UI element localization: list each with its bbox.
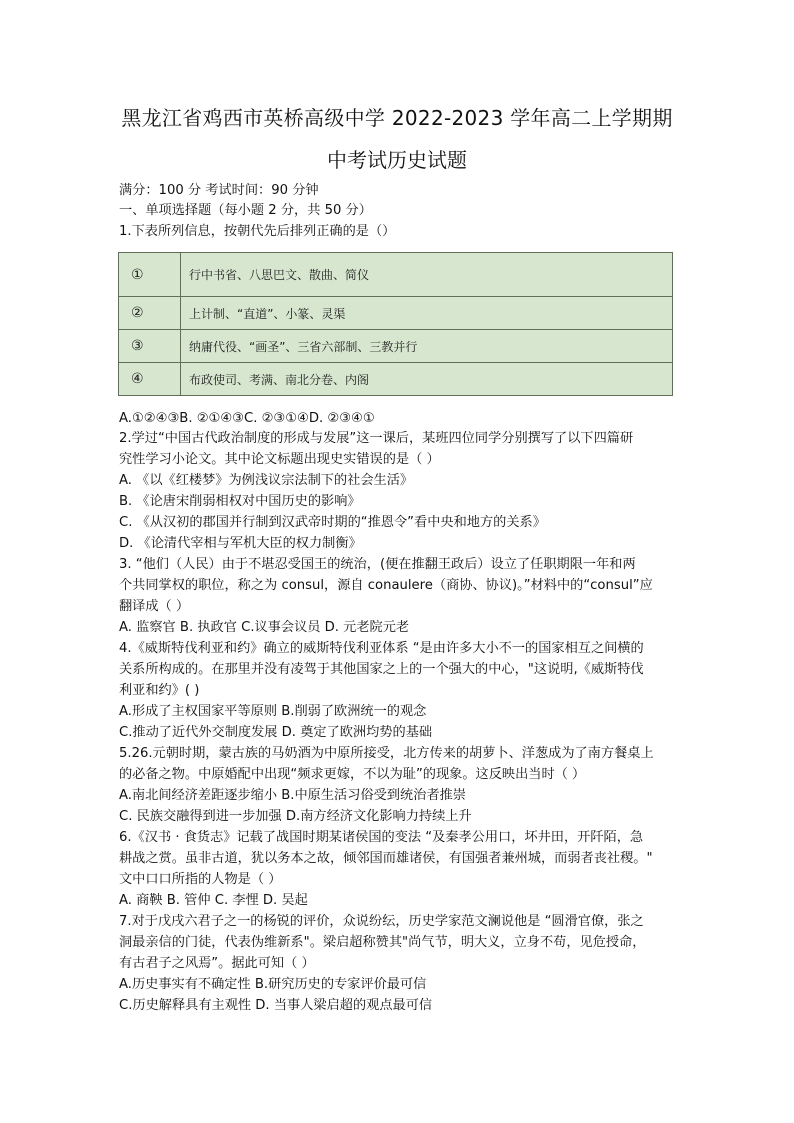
q4-stem-line1: 4.《威斯特伐利亚和约》确立的威斯特伐利亚体系 “是由许多大小不一的国家相互之间横的 — [119, 641, 644, 656]
q4-stem-line3: 利亚和约》( ) — [119, 683, 200, 698]
q2-option-d: D. 《论清代宰相与军机大臣的权力制衡》 — [119, 536, 362, 551]
q7-options-cd: C.历史解释具有主观性 D. 当事人梁启超的观点最可信 — [119, 998, 433, 1013]
q4-options-ab: A.形成了主权国家平等原则 B.削弱了欧洲统一的观念 — [119, 704, 427, 719]
q1-options: A.①②④③B. ②①④③C. ②③①④D. ②③④① — [119, 411, 375, 426]
table-cell-text: 纳庸代役、“画圣”、三省六部制、三教并行 — [181, 330, 673, 363]
q2-stem-line2: 究性学习小论文。其中论文标题出现史实错误的是（ ） — [119, 452, 440, 467]
q2-stem-line1: 2.学过“中国古代政治制度的形成与发展”这一课后，某班四位同学分别撰写了以下四篇研 — [119, 431, 634, 446]
table-cell-text: 布政使司、考满、南北分卷、内阁 — [181, 363, 673, 396]
exam-title-line2: 中考试历史试题 — [327, 148, 467, 172]
exam-title-line1: 黑龙江省鸡西市英桥高级中学 2022-2023 学年高二上学期期 — [121, 106, 673, 130]
table-cell-number: ④ — [119, 363, 181, 396]
q3-options: A. 监察官 B. 执政官 C.议事会议员 D. 元老院元老 — [119, 620, 410, 635]
q5-options-ab: A.南北间经济差距逐步缩小 B.中原生活习俗受到统治者推崇 — [119, 788, 466, 803]
table-cell-text: 上计制、“直道”、小篆、灵渠 — [181, 297, 673, 330]
q2-option-c: C. 《从汉初的郡国并行制到汉武帝时期的“推恩令”看中央和地方的关系》 — [119, 515, 546, 530]
q5-stem-line1: 5.26.元朝时期，蒙古族的马奶酒为中原所接受，北方传来的胡萝卜、洋葱成为了南方餐桌上 — [119, 746, 654, 761]
q3-stem-line1: 3. “他们（人民）由于不堪忍受国王的统治，(便在推翻王政后）设立了任职期限一年和两 — [119, 557, 636, 572]
q6-stem-line3: 文中口口所指的人物是（ ） — [119, 872, 282, 887]
q4-options-cd: C.推动了近代外交制度发展 D. 奠定了欧洲均势的基础 — [119, 725, 433, 740]
q3-stem-line3: 翻译成（ ） — [119, 599, 190, 614]
q6-stem-line2: 耕战之赏。虽非古道，犹以务本之故，倾邻国而雄诸侯，有国强者兼州城，而弱者丧社稷。" — [119, 851, 653, 866]
table-cell-number: ② — [119, 297, 181, 330]
q1-info-table — [118, 252, 673, 396]
q7-options-ab: A.历史事实有不确定性 B.研究历史的专家评价最可信 — [119, 977, 427, 992]
table-row — [119, 363, 673, 396]
q7-stem-line3: 有古君子之风焉”。据此可知（ ） — [119, 956, 315, 971]
table-row — [119, 297, 673, 330]
q2-option-b: B. 《论唐宋削弱相权对中国历史的影响》 — [119, 494, 361, 509]
q6-stem-line1: 6.《汉书 · 食货志》记载了战国时期某诸侯国的变法 “及秦孝公用口，坏井田，开阡陌，急 — [119, 830, 644, 845]
table-cell-number: ① — [119, 253, 181, 297]
q7-stem-line1: 7.对于戊戌六君子之一的杨锐的评价，众说纷纭，历史学家范文澜说他是 “圆滑官僚，张之 — [119, 914, 644, 929]
q7-stem-line2: 洞最亲信的门徒，代表伪维新系"。梁启超称赞其"尚气节，明大义，立身不苟，见危授命， — [119, 935, 646, 950]
q6-options: A. 商鞅 B. 管仲 C. 李悝 D. 吴起 — [119, 893, 308, 908]
q3-stem-line2: 个共同掌权的职位，称之为 consul，源自 conaulere（商协、协议)。”材料中的“consul”应 — [119, 578, 653, 593]
q4-stem-line2: 关系所构成的。在那里并没有凌驾于其他国家之上的一个强大的中心，"这说明,《威斯特伐 — [119, 662, 644, 677]
table-row — [119, 330, 673, 363]
section-heading: 一、单项选择题（每小题 2 分，共 50 分） — [119, 203, 372, 218]
q5-options-cd: C. 民族交融得到进一步加强 D.南方经济文化影响力持续上升 — [119, 809, 472, 824]
exam-meta: 满分：100 分 考试时间：90 分钟 — [119, 183, 319, 198]
q1-stem: 1.下表所列信息，按朝代先后排列正确的是（） — [119, 224, 396, 239]
table-cell-text: 行中书省、八思巴文、散曲、简仪 — [181, 253, 673, 297]
q5-stem-line2: 的必备之物。中原婚配中出现“频求更嫁，不以为耻”的现象。这反映出当时（ ） — [119, 767, 586, 782]
table-row — [119, 253, 673, 297]
q2-option-a: A. 《以《红楼梦》为例浅议宗法制下的社会生活》 — [119, 473, 414, 488]
table-cell-number: ③ — [119, 330, 181, 363]
